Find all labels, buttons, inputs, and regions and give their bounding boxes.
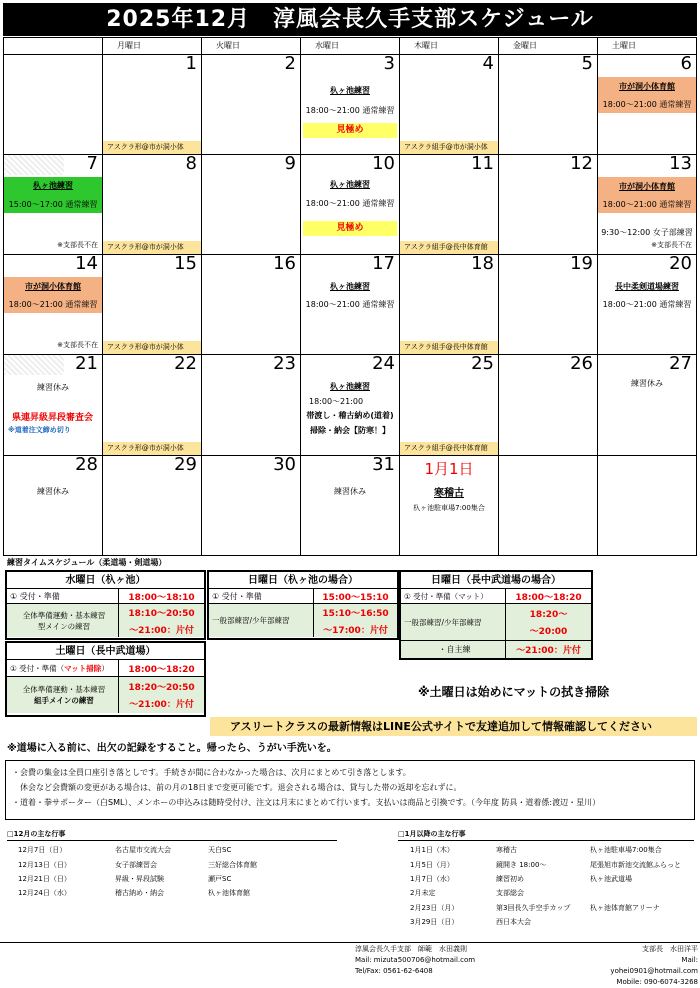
day-number: 30 — [273, 453, 296, 475]
event-strip: アスクラ組手@長中体育館 — [400, 241, 498, 254]
day-number: 12 — [570, 152, 593, 174]
day-cell — [4, 355, 103, 455]
note: ※支部長不在 — [57, 341, 98, 350]
rule-text: ※道場に入る前に、出欠の記録をすること。帰ったら、うがい手洗いを。 — [7, 743, 337, 754]
day-cell — [400, 255, 499, 355]
event-venue: 杁ヶ池体育館 — [208, 889, 250, 897]
block-header: 日曜日（杁ヶ池の場合） — [209, 572, 397, 589]
event-detail: 帯渡し・稽古納め(道着) — [306, 411, 394, 421]
day-number: 1月1日 — [424, 459, 474, 478]
day-number: 25 — [471, 353, 494, 375]
day-cell — [301, 355, 400, 455]
schedule-sunday-hiragaike — [207, 570, 399, 640]
footer-divider — [0, 942, 700, 943]
exam-label: 県連昇級昇段審査会 — [12, 413, 94, 424]
weekday-header: 土曜日 — [598, 38, 697, 55]
step-label: ・自主練 — [401, 641, 506, 658]
step-time: 18:00～18:20 — [128, 664, 195, 675]
event-title: 市が洞小体育館 — [619, 181, 675, 191]
step-label: 一般部練習/少年部練習 — [209, 604, 314, 637]
rest-label: 練習休み — [334, 486, 366, 496]
event-title: 市が洞小体育館 — [25, 282, 81, 292]
day-number: 8 — [185, 152, 197, 174]
day-cell — [202, 255, 301, 355]
day-number: 20 — [669, 253, 692, 275]
day-cell — [499, 355, 598, 455]
day-cell — [202, 154, 301, 254]
event-time: 18:00～21:00 通常練習 — [305, 300, 395, 310]
day-cell — [4, 154, 103, 254]
event-strip: アスクラ形@市が洞小体 — [103, 241, 201, 254]
day-cell — [301, 255, 400, 355]
dec-events-header: □12月の主な行事 — [7, 830, 66, 838]
notes-box — [5, 760, 695, 820]
event-venue: 瀬戸SC — [208, 875, 232, 883]
event-title: 杁ヶ池練習 — [330, 382, 370, 392]
day-number: 11 — [471, 152, 494, 174]
weekday-header: 水曜日 — [301, 38, 400, 55]
day-cell — [499, 154, 598, 254]
event-name: 西日本大会 — [496, 918, 531, 926]
event-place: 杁ヶ池駐車場7:00集合 — [413, 503, 485, 512]
event-date: 12月7日（日） — [18, 846, 67, 854]
day-cell — [400, 355, 499, 455]
day-number: 6 — [680, 52, 692, 74]
event-venue: 杁ヶ池武道場 — [590, 875, 632, 883]
event-name: 鏡開き 18:00～ — [496, 861, 547, 869]
day-number: 17 — [372, 253, 395, 275]
weekday-header: 火曜日 — [202, 38, 301, 55]
event-name: 名古屋市交流大会 — [115, 846, 171, 854]
step-time: 18:10～20:50 — [128, 608, 195, 619]
event-name: 練習初め — [496, 875, 524, 883]
day-cell — [400, 455, 499, 555]
note-line: 休会など会費額の変更がある場合は、前の月の18日まで変更可能です。退会される場合は、貸与した帯の返却を忘れずに。 — [12, 783, 462, 792]
day-number: 26 — [570, 353, 593, 375]
day-cell — [598, 54, 697, 154]
event-time: 18:00～21:00 通常練習 — [305, 198, 395, 208]
step-time: 15:00～15:10 — [322, 592, 389, 603]
step-time: 18:00～18:10 — [128, 592, 195, 603]
note-line: ・会費の集金は全員口座引き落としです。手続きが間に合わなかった場合は、次月にまとめて引き落とします。 — [12, 768, 411, 777]
day-cell — [499, 255, 598, 355]
footer-email[interactable]: Mail: yohei0901@hotmail.com — [610, 956, 698, 975]
day-number: 7 — [86, 152, 98, 174]
footer-line: 支部長 水田洋平 — [642, 945, 698, 953]
schedule-caption: 練習タイムスケジュール（柔道場・剣道場） — [7, 558, 167, 567]
page-title: 2025年12月 淳風会長久手支部スケジュール — [3, 3, 697, 36]
event-time: 18:00～21:00 通常練習 — [8, 300, 98, 310]
deadline-label: ※道着注文締め切り — [8, 426, 71, 435]
schedule-wednesday — [5, 570, 206, 640]
event-name: 支部総会 — [496, 889, 524, 897]
step-label: ① 受付・準備 — [7, 589, 119, 603]
event-name: 寒稽古 — [496, 846, 517, 854]
day-number: 9 — [284, 152, 296, 174]
step-time: ～17:00：片付 — [323, 625, 388, 636]
line-banner: アスリートクラスの最新情報はLINE公式サイトで友達追加して情報確認してください — [210, 717, 697, 736]
step-label: ① 受付・準備（ — [10, 663, 65, 673]
step-label: 一般部練習/少年部練習 — [401, 604, 506, 640]
event-time: 18:00～21:00 通常練習 — [602, 300, 692, 310]
step-label: ① 受付・準備（マット） — [401, 589, 506, 603]
step-label: 組手メインの練習 — [34, 696, 94, 705]
day-number: 3 — [383, 52, 395, 74]
event-strip: アスクラ形@市が洞小体 — [103, 141, 201, 154]
day-cell — [103, 54, 202, 154]
event-time: 18:00～21:00 — [309, 397, 364, 407]
event-strip: アスクラ組手@市が洞小体 — [400, 141, 498, 154]
weekday-header: 木曜日 — [400, 38, 499, 55]
event-title: 寒稽古 — [434, 487, 464, 499]
day-cell — [202, 54, 301, 154]
day-cell — [4, 54, 103, 154]
event-title: 杁ヶ池練習 — [330, 85, 370, 95]
event-date: 1月7日（水） — [410, 875, 454, 883]
day-cell — [103, 455, 202, 555]
event-time: 18:00～21:00 通常練習 — [305, 105, 395, 115]
day-cell — [499, 455, 598, 555]
step-time: ～21:00：片付 — [129, 700, 194, 710]
event-date: 1月5日（月） — [410, 861, 454, 869]
weekday-header: 金曜日 — [499, 38, 598, 55]
event-strip: アスクラ組手@長中体育館 — [400, 442, 498, 455]
step-time: 15:10～16:50 — [322, 608, 389, 619]
note-line: ・道着・拳サポーター（白SML）、メンホーの申込みは随時受付け、注文は月末にまとめて行います。支払いは商品と引換です。（今年度 防具・道着係:渡辺・星川） — [12, 798, 601, 807]
day-number: 31 — [372, 453, 395, 475]
day-number: 21 — [75, 353, 98, 375]
day-cell — [4, 455, 103, 555]
event-label: 見極め — [303, 221, 397, 236]
weekday-sun-blank — [4, 38, 103, 55]
day-number: 18 — [471, 253, 494, 275]
event-venue: 三好総合体育館 — [208, 861, 257, 869]
rest-label: 練習休み — [37, 383, 69, 393]
hatch — [4, 355, 64, 375]
day-cell — [103, 154, 202, 254]
day-cell — [202, 355, 301, 455]
weekday-header: 月曜日 — [103, 38, 202, 55]
event-date: 12月21日（日） — [18, 875, 71, 883]
note: ※支部長不在 — [651, 240, 692, 249]
day-cell — [598, 154, 697, 254]
day-cell — [598, 255, 697, 355]
event-box — [598, 77, 696, 113]
event-box — [598, 177, 696, 213]
footer-line: 淳風会長久手支部 師範 水田義則 — [355, 945, 467, 953]
event-date: 1月1日（木） — [410, 846, 454, 854]
event-box — [4, 277, 102, 313]
event-time: 15:00～17:00 通常練習 — [8, 199, 98, 209]
event-box — [4, 177, 102, 213]
footer-email[interactable]: Mail: mizuta500706@hotmail.com — [355, 956, 476, 964]
day-cell — [202, 455, 301, 555]
day-cell — [301, 154, 400, 254]
footer-line: Tel/Fax: 0561-62-6408 — [355, 967, 433, 975]
event-time: 9:30～12:00 女子部練習 — [601, 227, 693, 237]
event-venue: 天白SC — [208, 846, 232, 854]
event-venue: 尾張旭市新池交流館ふらっと — [590, 861, 681, 869]
day-number: 27 — [669, 353, 692, 375]
event-title: 杁ヶ池練習 — [330, 282, 370, 292]
step-time: 18:20～ — [529, 610, 568, 620]
day-number: 29 — [174, 453, 197, 475]
step-label: ① 受付・準備 — [209, 589, 314, 603]
event-time: 18:00～21:00 通常練習 — [602, 99, 692, 109]
step-label: 全体準備運動・基本練習 — [22, 610, 106, 620]
day-cell — [103, 355, 202, 455]
event-title: 長中柔剣道場練習 — [615, 282, 679, 292]
day-number: 10 — [372, 152, 395, 174]
rest-label: 練習休み — [37, 486, 69, 496]
event-date: 12月13日（日） — [18, 861, 71, 869]
event-label: 見極め — [303, 123, 397, 138]
event-name: 稽古納め・納会 — [115, 889, 164, 897]
event-strip: アスクラ形@市が洞小体 — [103, 442, 201, 455]
block-header: 水曜日（杁ヶ池） — [7, 572, 204, 589]
event-name: 女子部練習会 — [115, 861, 157, 869]
day-number: 22 — [174, 353, 197, 375]
step-time: ～21:00：片付 — [516, 646, 581, 656]
day-number: 16 — [273, 253, 296, 275]
day-cell — [598, 455, 697, 555]
jan-events-header: □1月以降の主な行事 — [398, 830, 466, 838]
day-cell — [103, 255, 202, 355]
event-title: 杁ヶ池練習 — [330, 179, 370, 189]
event-date: 12月24日（水） — [18, 889, 71, 897]
divider — [7, 840, 337, 841]
step-time: 18:20～20:50 — [128, 683, 195, 693]
event-date: 2月未定 — [410, 889, 436, 897]
step-time: ～20:00 — [529, 627, 568, 637]
day-number: 13 — [669, 152, 692, 174]
event-strip: アスクラ形@市が洞小体 — [103, 341, 201, 354]
schedule-saturday — [5, 641, 206, 717]
mat-note: ※土曜日は始めにマットの拭き掃除 — [418, 685, 610, 699]
event-date: 2月23日（月） — [410, 904, 459, 912]
day-cell — [598, 355, 697, 455]
day-number: 2 — [284, 52, 296, 74]
day-cell — [400, 154, 499, 254]
day-number: 14 — [75, 253, 98, 275]
day-cell — [4, 255, 103, 355]
footer-left — [355, 944, 475, 977]
note: ※支部長不在 — [57, 240, 98, 249]
block-header: 土曜日（長中武道場） — [7, 643, 204, 660]
day-cell — [301, 455, 400, 555]
day-number: 4 — [482, 52, 494, 74]
step-label: ） — [101, 663, 109, 673]
day-number: 19 — [570, 253, 593, 275]
day-number: 24 — [372, 353, 395, 375]
day-number: 5 — [581, 52, 593, 74]
day-cell — [301, 54, 400, 154]
calendar — [3, 37, 697, 556]
event-name: 昇級・昇段試験 — [115, 875, 164, 883]
event-strip: アスクラ組手@長中体育館 — [400, 341, 498, 354]
rest-label: 練習休み — [631, 379, 663, 389]
step-label-highlight: マット掃除 — [64, 663, 102, 673]
event-venue: 杁ヶ池駐車場7:00集合 — [590, 846, 662, 854]
day-number: 23 — [273, 353, 296, 375]
step-time: 18:00～18:20 — [515, 592, 582, 603]
event-title: 杁ヶ池練習 — [33, 180, 73, 190]
schedule-sunday-nagakute — [399, 570, 593, 660]
day-number: 28 — [75, 453, 98, 475]
day-number: 1 — [185, 52, 197, 74]
event-detail: 掃除・納会【防寒！】 — [310, 426, 390, 436]
event-title: 市が洞小体育館 — [619, 81, 675, 91]
footer-right — [598, 944, 698, 988]
step-time: ～21:00：片付 — [129, 625, 194, 636]
event-time: 18:00～21:00 通常練習 — [602, 199, 692, 209]
footer-line: Mobile: 090-6074-3268 — [616, 978, 698, 986]
block-header: 日曜日（長中武道場の場合） — [401, 572, 591, 589]
event-name: 第3回長久手空手カップ — [496, 904, 571, 912]
step-label: 全体準備運動・基本練習 — [22, 685, 106, 694]
event-date: 3月29日（日） — [410, 918, 459, 926]
day-number: 15 — [174, 253, 197, 275]
divider — [398, 840, 694, 841]
step-label: 型メインの練習 — [37, 621, 91, 631]
day-cell — [400, 54, 499, 154]
day-cell — [499, 54, 598, 154]
event-venue: 杁ヶ池体育館アリーナ — [590, 904, 660, 912]
hatch — [4, 155, 64, 175]
